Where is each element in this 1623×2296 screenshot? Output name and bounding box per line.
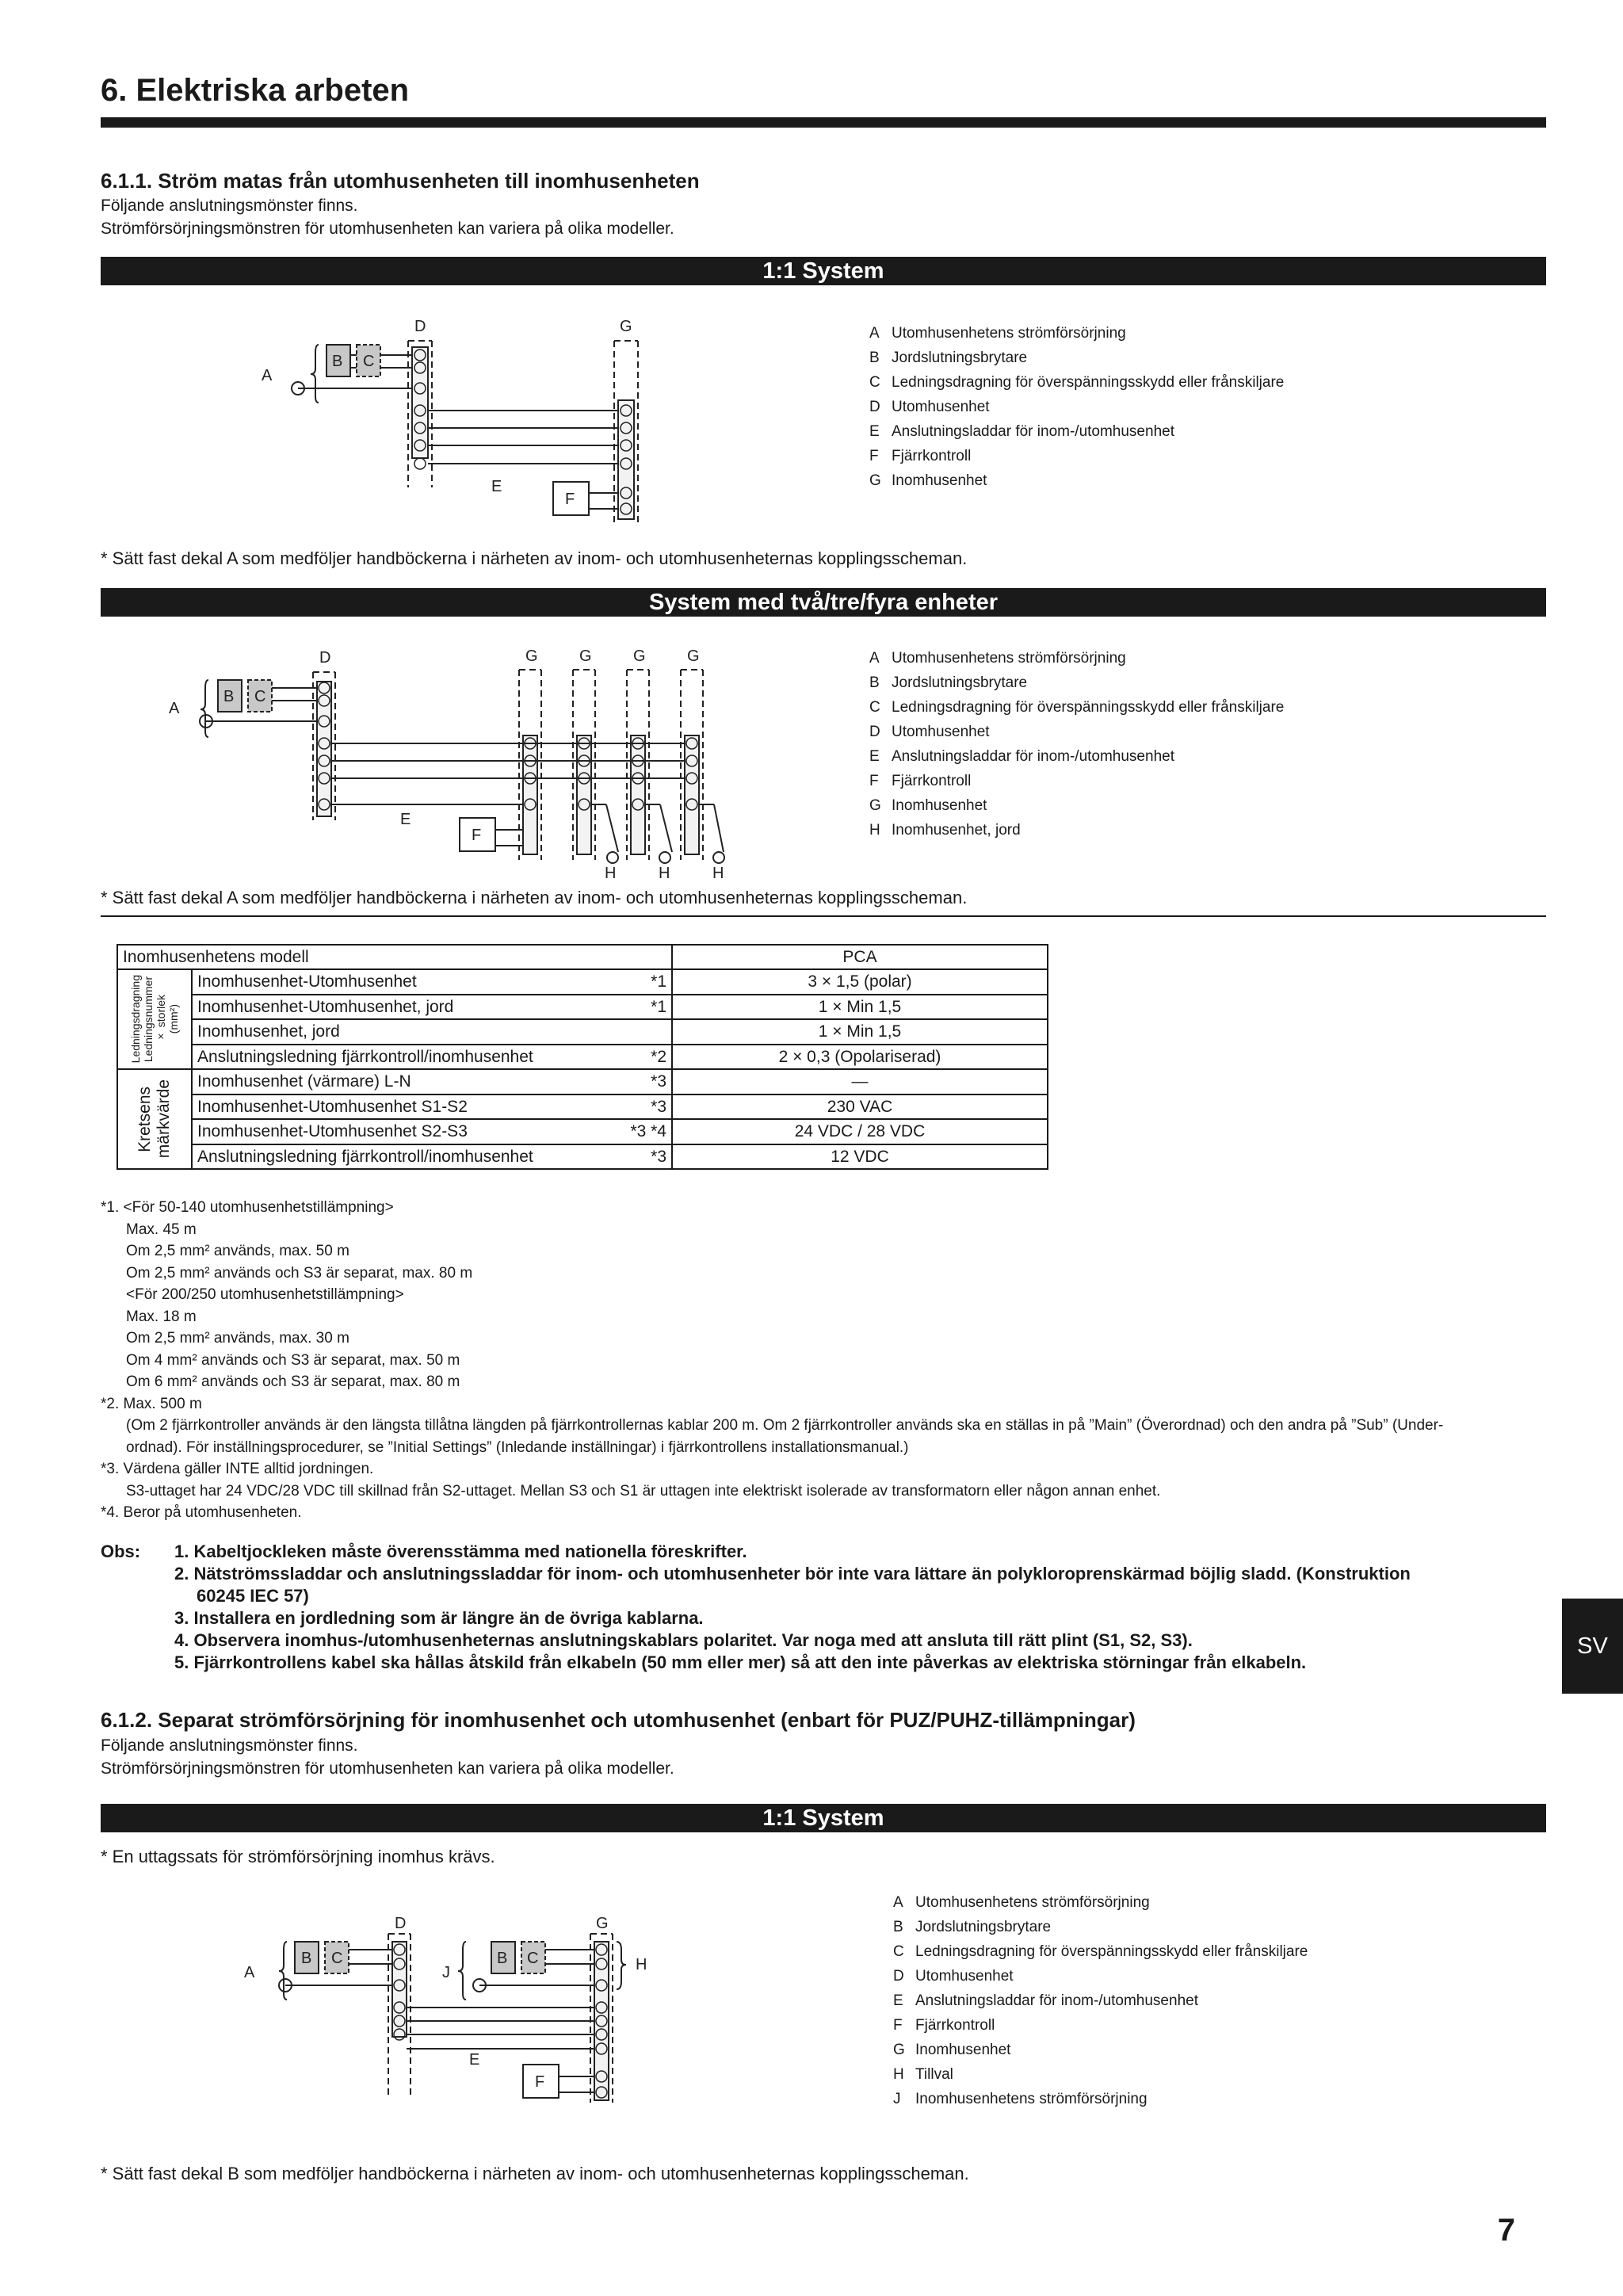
legend-item: C Ledningsdragning för överspänningsskydd eller frånskiljare xyxy=(893,1943,1308,1960)
section-612-line1: Följande anslutningsmönster finns. xyxy=(101,1736,358,1755)
label-c: C xyxy=(527,1950,539,1967)
section-divider xyxy=(101,915,1546,917)
label-d: D xyxy=(319,649,331,667)
legend-item: B Jordslutningsbrytare xyxy=(893,1919,1052,1935)
label-c: C xyxy=(331,1950,343,1967)
page-number: 7 xyxy=(1497,2213,1515,2248)
system11-bar: 1:1 System xyxy=(101,257,1546,285)
label-a: A xyxy=(244,1964,255,1981)
table-header-row xyxy=(117,945,1048,969)
label-f: F xyxy=(535,2073,545,2091)
label-b: B xyxy=(223,688,235,705)
title-rule xyxy=(101,117,1546,128)
label-g: G xyxy=(633,648,646,665)
label-e: E xyxy=(400,811,411,828)
section-611-heading: 6.1.1. Ström matas från utomhusenheten till inomhusenheten xyxy=(101,169,700,193)
table-row: Inomhusenhet-Utomhusenhet S2-S3 *3 *4 24 VDC / 28 VDC xyxy=(117,1119,1048,1144)
label-d: D xyxy=(395,1915,407,1932)
label-h: H xyxy=(659,865,670,880)
system11-legend xyxy=(869,321,1284,493)
table-row: Anslutningsledning fjärrkontroll/inomhusenhet *3 12 VDC xyxy=(117,1144,1048,1170)
label-b: B xyxy=(332,353,343,370)
label-c: C xyxy=(254,688,266,705)
header-model: Inomhusenhetens modell xyxy=(117,945,672,969)
wiring-diagram-multi xyxy=(162,642,765,880)
legend-item: H Tillval xyxy=(893,2066,953,2083)
label-f: F xyxy=(565,491,575,508)
obs-list: 1. Kabeltjockleken måste överensstämma med nationella föreskrifter. 2. Nätströmssladdar och anslutningssladdar för inom- och utomhusenheter bör inte vara lättare än polykloroprenskärmad böjlig sladd. (Konstruktion 60245 IEC 57) 3. Installera en jordledning som är längre än de övriga kablarna. 4. Observera inomhus-/utomhusenheternas anslutningskablars polaritet. Var noga med att ansluta till rätt plint (S1, S2, S3). 5. Fjärrkontrollens kabel ska hållas åtskild från elkabeln (50 mm eller mer) så att den inte påverkas av elektriska störningar från elkabeln. xyxy=(174,1541,1411,1672)
legend-item: G Inomhusenhet xyxy=(893,2042,1011,2058)
table-row: Anslutningsledning fjärrkontroll/inomhusenhet *2 2 × 0,3 (Opolariserad) xyxy=(117,1045,1048,1070)
legend-item: D Utomhusenhet xyxy=(869,724,990,740)
label-h: H xyxy=(712,865,724,880)
legend-item: G Inomhusenhet xyxy=(869,797,987,814)
sec612-pre-note: * En uttagssats för strömförsörjning inomhus krävs. xyxy=(101,1847,495,1866)
table-row: Inomhusenhet, jord 1 × Min 1,5 xyxy=(117,1019,1048,1045)
legend-item: B Jordslutningsbrytare xyxy=(869,674,1028,691)
label-b: B xyxy=(497,1950,508,1967)
page-title: 6. Elektriska arbeten xyxy=(101,73,410,108)
label-g: G xyxy=(620,318,632,335)
system-multi-note: * Sätt fast dekal A som medföljer handböckerna i närheten av inom- och utomhusenheternas kopplingsscheman. xyxy=(101,888,968,907)
label-h: H xyxy=(636,1956,647,1973)
legend-item: C Ledningsdragning för överspänningsskydd eller frånskiljare xyxy=(869,699,1285,716)
label-b: B xyxy=(301,1950,312,1967)
group-wiring: Ledningsdragning Ledningsnummer × storlek (mm²) xyxy=(117,969,192,1069)
legend-item: E Anslutningsladdar för inom-/utomhusenhet xyxy=(869,423,1174,440)
section-611-line2: Strömförsörjningsmönstren för utomhusenheten kan variera på olika modeller. xyxy=(101,220,674,238)
obs-label: Obs: xyxy=(101,1541,141,1561)
legend-item: E Anslutningsladdar för inom-/utomhusenhet xyxy=(869,748,1174,765)
label-d: D xyxy=(414,318,426,335)
language-tab: SV xyxy=(1562,1599,1623,1694)
label-f: F xyxy=(472,827,482,844)
label-g: G xyxy=(579,648,592,665)
legend-item: B Jordslutningsbrytare xyxy=(869,350,1028,366)
section-612-line2: Strömförsörjningsmönstren för utomhusenheten kan variera på olika modeller. xyxy=(101,1759,674,1778)
wiring-diagram-separate xyxy=(238,1906,682,2112)
legend-item: C Ledningsdragning för överspänningsskydd eller frånskiljare xyxy=(869,374,1285,391)
label-a: A xyxy=(262,367,273,384)
group-rating: Kretsens märkvärde xyxy=(117,1069,192,1169)
label-a: A xyxy=(169,700,180,717)
system11-note: * Sätt fast dekal A som medföljer handböckerna i närheten av inom- och utomhusenheternas kopplingsscheman. xyxy=(101,548,968,568)
legend-item: A Utomhusenhetens strömförsörjning xyxy=(869,325,1126,342)
header-value: PCA xyxy=(672,945,1048,969)
legend-item: J Inomhusenhetens strömförsörjning xyxy=(893,2091,1148,2107)
legend-item: H Inomhusenhet, jord xyxy=(869,822,1021,839)
legend-item: G Inomhusenhet xyxy=(869,472,987,489)
system-multi-legend xyxy=(869,646,1284,842)
legend-item: A Utomhusenhetens strömförsörjning xyxy=(869,650,1126,667)
sec612-legend xyxy=(893,1890,1308,2111)
label-g: G xyxy=(525,648,538,665)
label-g: G xyxy=(596,1915,609,1932)
legend-item: D Utomhusenhet xyxy=(869,399,990,415)
label-h: H xyxy=(605,865,617,880)
table-row: Kretsens märkvärde Inomhusenhet (värmare) L-N *3 — xyxy=(117,1069,1048,1095)
sec612-bar: 1:1 System xyxy=(101,1804,1546,1832)
section-612-heading: 6.1.2. Separat strömförsörjning för inomhusenhet och utomhusenhet (enbart för PUZ/PUHZ-tillämpningar) xyxy=(101,1708,1136,1732)
label-g: G xyxy=(687,648,700,665)
label-j: J xyxy=(442,1964,450,1981)
table-row: Inomhusenhet-Utomhusenhet, jord *1 1 × Min 1,5 xyxy=(117,995,1048,1020)
footnotes: *1. <För 50-140 utomhusenhetstillämpning> Max. 45 m Om 2,5 mm² används, max. 50 m Om 2,5 mm² används och S3 är separat, max. 80 m <För 200/250 utomhusenhetstillämpning> Max. 18 m Om 2,5 mm² används, max. 30 m Om 4 mm² används och S3 är separat, max. 50 m Om 6 mm² används och S3 är separat, max. 80 m *2. Max. 500 m (Om 2 fjärrkontroller används är den längsta tillåtna längden på fjärrkontrollernas kablar 200 m. Om 2 fjärrkontroller används ska en ställas in på ”Main” (Överordnad) och den andra på ”Sub” (Under- ordnad). För inställningsprocedurer, se ”Initial Settings” (Inledande inställningar) i fjärrkontrollens installationsmanual.) *3. Värdena gäller INTE alltid jordningen. S3-uttaget har 24 VDC/28 VDC till skillnad från S2-uttaget. Mellan S3 och S1 är uttagen inte elektriskt isolerade av transformatorn eller någon annan enhet. *4. Beror på utomhusenheten. xyxy=(101,1199,1444,1521)
wiring-diagram-1to1 xyxy=(254,309,666,531)
label-c: C xyxy=(363,353,375,370)
legend-item: D Utomhusenhet xyxy=(893,1968,1014,1985)
legend-item: F Fjärrkontroll xyxy=(869,773,972,789)
label-e: E xyxy=(469,2051,480,2069)
legend-item: F Fjärrkontroll xyxy=(893,2017,995,2034)
legend-item: A Utomhusenhetens strömförsörjning xyxy=(893,1894,1150,1911)
legend-item: F Fjärrkontroll xyxy=(869,448,972,464)
table-row: Ledningsdragning Ledningsnummer × storlek (mm²) Inomhusenhet-Utomhusenhet *1 3 × 1,5 (polar) xyxy=(117,969,1048,995)
section-611-line1: Följande anslutningsmönster finns. xyxy=(101,197,358,215)
sec612-note: * Sätt fast dekal B som medföljer handböckerna i närheten av inom- och utomhusenheternas kopplingsscheman. xyxy=(101,2164,969,2183)
label-e: E xyxy=(491,478,502,495)
wiring-spec-table xyxy=(116,944,1048,1170)
legend-item: E Anslutningsladdar för inom-/utomhusenhet xyxy=(893,1992,1198,2009)
system-multi-bar: System med två/tre/fyra enheter xyxy=(101,588,1546,617)
table-row: Inomhusenhet-Utomhusenhet S1-S2 *3 230 VAC xyxy=(117,1095,1048,1120)
